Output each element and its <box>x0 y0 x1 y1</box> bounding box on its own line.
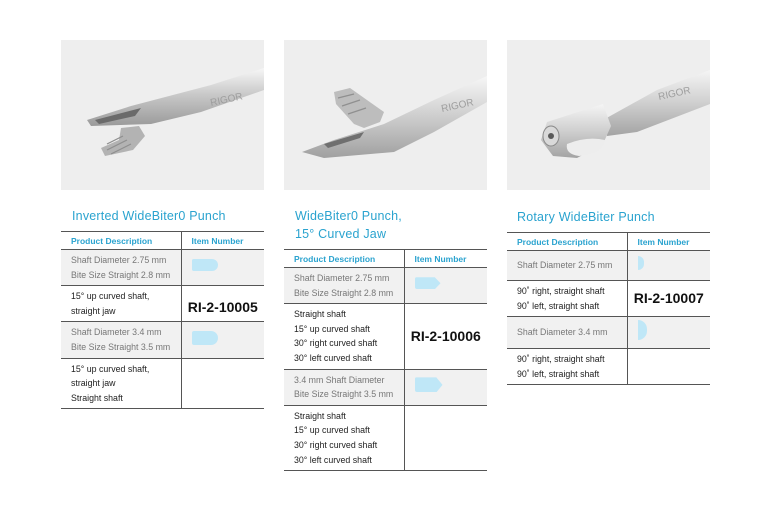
shape-swatch-icon <box>192 331 218 345</box>
product-table-widebiter-curved <box>284 249 487 471</box>
product-photo-inverted-widebiter <box>61 40 264 190</box>
table-header-row <box>284 250 487 268</box>
shape-swatch-icon <box>638 320 647 340</box>
row-description: Shaft Diameter 2.75 mm Bite Size Straight 2.8 mm <box>61 250 181 286</box>
table-row <box>284 369 487 405</box>
section-title-rotary-widebiter: Rotary WideBiter Punch <box>517 210 655 224</box>
row-item-cell <box>404 369 487 405</box>
shape-swatch-icon <box>192 259 218 271</box>
row-item-cell <box>404 268 487 304</box>
header-item-number: Item Number <box>181 232 264 250</box>
header-product-description: Product Description <box>61 232 181 250</box>
product-table-rotary-widebiter <box>507 232 710 385</box>
shape-swatch-icon <box>415 377 443 392</box>
row-description: Shaft Diameter 2.75 mm Bite Size Straight 2.8 mm <box>284 268 404 304</box>
header-product-description: Product Description <box>284 250 404 268</box>
section-title-widebiter-curved: WideBiter0 Punch, 15° Curved Jaw <box>295 209 402 241</box>
row-item-cell <box>627 349 710 385</box>
row-item-cell <box>404 405 487 470</box>
punch-instrument-icon <box>61 40 264 190</box>
table-row <box>61 250 264 286</box>
row-description: Shaft Diameter 3.4 mm <box>507 317 627 349</box>
table-row <box>284 268 487 304</box>
table-row <box>507 251 710 281</box>
row-description: 90˚ right, straight shaft 90˚ left, straight shaft <box>507 281 627 317</box>
brand-mark: RIGOR <box>657 85 692 103</box>
item-number: RI-2-10005 <box>181 286 264 322</box>
row-description: Straight shaft 15° up curved shaft 30° right curved shaft 30° left curved shaft <box>284 405 404 470</box>
section-title-inverted-widebiter: Inverted WideBiter0 Punch <box>72 209 226 223</box>
row-item-cell <box>181 358 264 409</box>
row-description: 90˚ right, straight shaft 90˚ left, straight shaft <box>507 349 627 385</box>
row-description: 15° up curved shaft, straight jaw <box>61 286 181 322</box>
table-row <box>507 281 710 317</box>
shape-swatch-icon <box>638 256 644 270</box>
product-photo-widebiter-curved <box>284 40 487 190</box>
punch-instrument-icon <box>284 40 487 190</box>
table-row <box>507 349 710 385</box>
brand-mark: RIGOR <box>209 91 244 109</box>
row-item-cell <box>627 251 710 281</box>
row-item-cell <box>181 250 264 286</box>
row-description: 15° up curved shaft, straight jaw Straight shaft <box>61 358 181 409</box>
table-row <box>284 405 487 470</box>
table-row <box>284 304 487 369</box>
row-description: 3.4 mm Shaft Diameter Bite Size Straight 3.5 mm <box>284 369 404 405</box>
row-item-cell <box>627 317 710 349</box>
header-item-number: Item Number <box>627 233 710 251</box>
product-photo-rotary-widebiter <box>507 40 710 190</box>
punch-instrument-icon <box>507 40 710 190</box>
table-row <box>61 322 264 358</box>
item-number: RI-2-10007 <box>627 281 710 317</box>
table-header-row <box>507 233 710 251</box>
item-number: RI-2-10006 <box>404 304 487 369</box>
table-header-row <box>61 232 264 250</box>
row-item-cell <box>181 322 264 358</box>
row-description: Shaft Diameter 2.75 mm <box>507 251 627 281</box>
header-product-description: Product Description <box>507 233 627 251</box>
table-row <box>61 286 264 322</box>
row-description: Straight shaft 15° up curved shaft 30° right curved shaft 30° left curved shaft <box>284 304 404 369</box>
row-description: Shaft Diameter 3.4 mm Bite Size Straight 3.5 mm <box>61 322 181 358</box>
table-row <box>61 358 264 409</box>
header-item-number: Item Number <box>404 250 487 268</box>
shape-swatch-icon <box>415 277 441 289</box>
brand-mark: RIGOR <box>440 97 475 115</box>
table-row <box>507 317 710 349</box>
product-table-inverted-widebiter <box>61 231 264 409</box>
